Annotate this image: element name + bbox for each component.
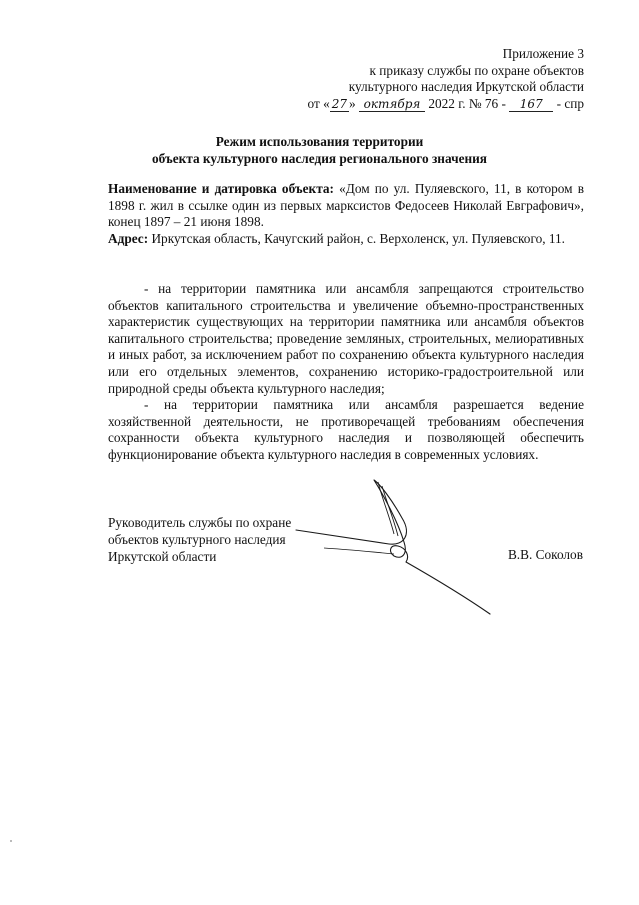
usage-rules (108, 281, 584, 464)
signatory-position (108, 514, 291, 565)
signatory-line-3: Иркутской области (108, 549, 217, 564)
signatory-name: В.В. Соколов (507, 547, 583, 562)
signatory-line-2: объектов культурного наследия (108, 532, 286, 547)
rule-prohibited: - на территории памятника или ансамбля запрещаются строительство объектов капитального строительства и увеличение объемно-пространственных характеристик существующих на территории памятника или ансамбля объектов капитального строительства; проведение земляных, строительных, мелиоративных и иных работ, за исключением работ по сохранению объекта культурного наследия или его отдельных элементов, сохранению историко-градостроительной или природной среды объекта культурного наследия; (108, 281, 584, 396)
object-address-label: Адрес: (108, 230, 149, 246)
scan-speck (10, 840, 12, 842)
number-suffix: - спр (556, 95, 584, 111)
title-line-1: Режим использования территории (215, 134, 424, 149)
appendix-header (307, 46, 584, 112)
date-mid: » (349, 95, 356, 111)
object-address (108, 231, 584, 248)
object-name (108, 181, 584, 231)
signatory-line-1: Руководитель службы по охране (108, 515, 292, 530)
handwritten-number: 167 (509, 98, 553, 112)
appendix-title: Приложение 3 (502, 46, 584, 61)
appendix-date-line (307, 96, 584, 113)
object-info (108, 181, 584, 247)
date-prefix: от « (307, 95, 330, 111)
rule-permitted: - на территории памятника или ансамбля разрешается ведение хозяйственной деятельности, не противоречащей требованиям обеспечения сохранности объекта культурного наследия и позволяющей обеспечить функционирование объекта культурного наследия в современных условиях. (108, 397, 584, 462)
appendix-agency-line: культурного наследия Иркутской области (348, 79, 584, 94)
title-line-2: объекта культурного наследия регионального значения (151, 151, 487, 166)
object-name-label: Наименование и датировка объекта: (108, 181, 334, 196)
appendix-order-line: к приказу службы по охране объектов (369, 62, 584, 78)
date-suffix: 2022 г. № 76 - (428, 95, 506, 111)
handwritten-day: 27 (331, 96, 348, 111)
object-name-value: «Дом по ул. Пуляевского, 11, в котором в 1898 г. жил в ссылке один из первых марксистов Федосеев Николай Евграфович», конец 1897 – 21 июня 1898. (108, 181, 584, 230)
object-address-value: Иркутская область, Качугский район, с. Верхоленск, ул. Пуляевского, 11. (151, 230, 565, 246)
handwritten-signature (294, 478, 494, 618)
handwritten-month: октября (359, 98, 425, 112)
document-title (0, 133, 639, 167)
